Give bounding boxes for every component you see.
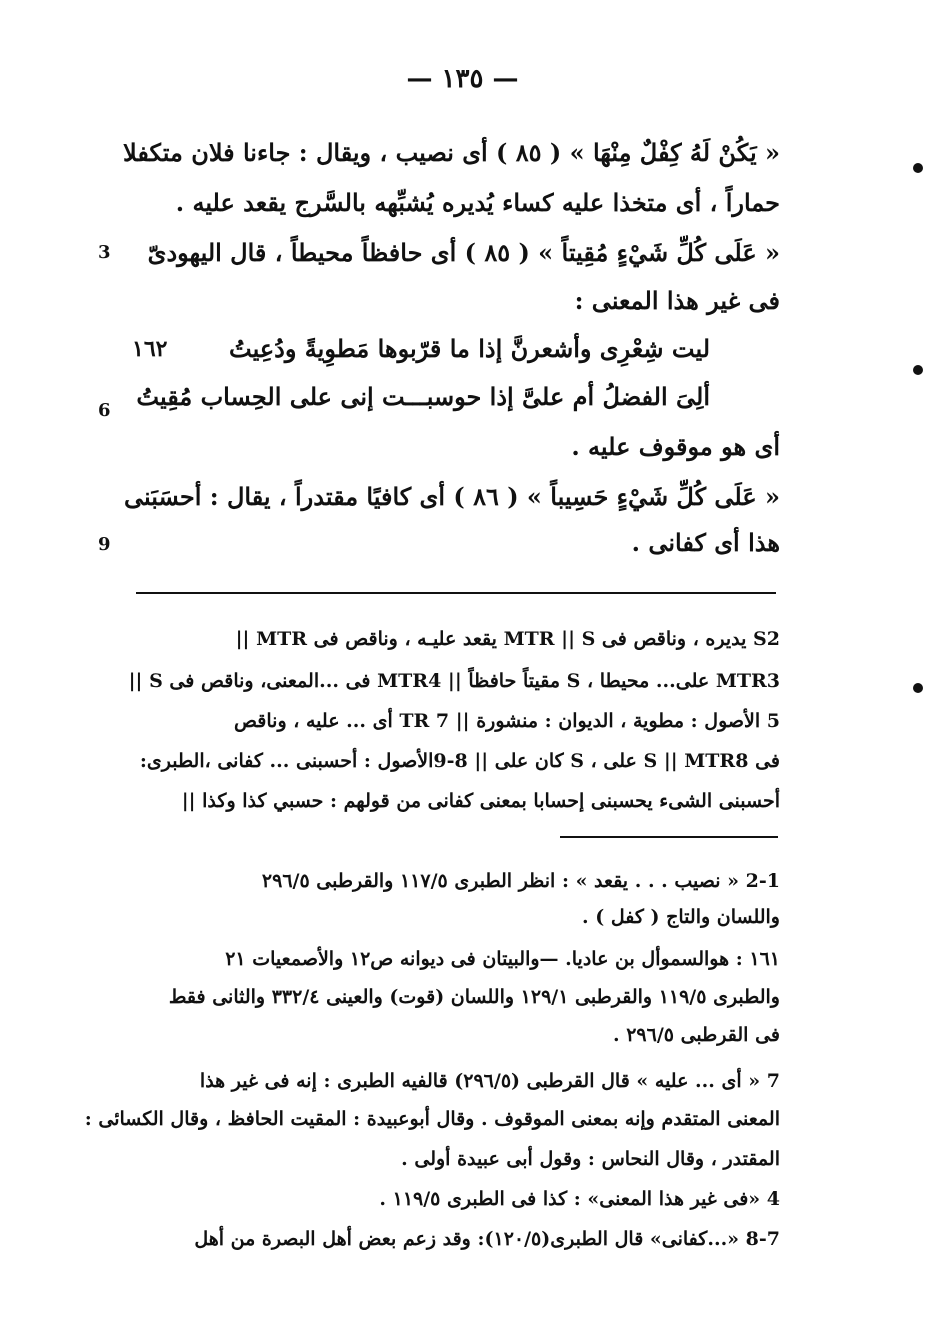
note-line: فى القرطبى ٢٩٦/٥ . (612, 1024, 780, 1046)
main-text-line: حماراً ، أى متخذا عليه كساء يُديره يُشبِّهه بالسَّرج يقعد عليه . (175, 188, 780, 217)
note-line: 4 «فى غير هذا المعنى» : كذا فى الطبرى ١١٩/٥ . (379, 1188, 780, 1210)
note-line: والطبرى ١١٩/٥ والقرطبى ١٢٩/١ واللسان (قوت) والعينى ٣٣٢/٤ والثانى فقط (168, 986, 780, 1008)
verse-line: ليت شِعْرِى وأشعرنَّ إذا ما قرّبوها مَطوِيةً ودُعِيتُ (229, 334, 710, 363)
notes-divider (560, 836, 778, 838)
apparatus-line: S2 يديره ، وناقص فى MTR || S يقعد عليـه ، وناقص فى MTR || (235, 628, 780, 650)
margin-dot (913, 683, 923, 693)
line-number: 6 (98, 400, 111, 421)
margin-dot (913, 163, 923, 173)
main-text-line: « عَلَى كُلِّ شَيْءٍ مُقِيتاً » ( ٨٥ ) أى حافظاً محيطاً ، قال اليهودىّ (147, 238, 780, 267)
main-text-line: فى غير هذا المعنى : (574, 286, 780, 315)
note-line: المقتدر ، وقال النحاس : وقول أبى عبيدة أولى . (401, 1148, 780, 1170)
apparatus-line: أحسبنى الشىء يحسبنى إحسابا بمعنى كفانى من قولهم : حسبي كذا وكذا || (181, 790, 780, 812)
main-text-line: هذا أى كفانى . (631, 528, 780, 557)
line-number: 9 (98, 534, 111, 555)
apparatus-line: 5 الأصول : مطوية ، الديوان : منشورة || TR 7 أى ... عليه ، وناقص (234, 710, 780, 732)
note-line: ١٦١ : هوالسموأل بن عاديا. —والبيتان فى ديوانه ص١٢ والأصمعيات ٢١ (225, 948, 780, 970)
section-divider (136, 592, 776, 594)
note-line: 2-1 « نصيب . . . يقعد » : انظر الطبرى ١١٧/٥ والقرطبى ٢٩٦/٥ (261, 870, 780, 892)
verse-line: ألِىَ الفضلُ أم علىَّ إذا حوسبـــت إنى على الحِساب مُقِيتُ (136, 382, 710, 411)
main-text-line: « عَلَى كُلِّ شَيْءٍ حَسِيباً » ( ٨٦ ) أى كافيًا مقتدراً ، يقال : أحسَبَنى (123, 482, 780, 511)
note-line: واللسان والتاج ( كفل ) . (582, 906, 780, 928)
note-line: المعنى المتقدم وإنه بمعنى الموقوف . وقال أبوعبيدة : المقيت الحافظ ، وقال الكسائى : (84, 1108, 780, 1130)
margin-dot (913, 365, 923, 375)
main-text-line: « يَكُنْ لَهُ كِفْلٌ مِنْهَا » ( ٨٥ ) أى نصيب ، ويقال : جاءنا فلان متكفلا (123, 138, 780, 167)
note-line: 8-7 «...كفانى» قال الطبرى(١٢٠/٥): وقد زعم بعض أهل البصرة من أهل (194, 1228, 780, 1250)
apparatus-line: فى S || MTR8 على ، S كان على || 8-9الأصول : أحسبنى ... كفانى ،الطبرى: (139, 750, 780, 772)
main-text-line: أى هو موقوف عليه . (571, 432, 780, 461)
note-line: 7 « أى ... عليه » قال القرطبى (٢٩٦/٥) قالفيه الطبرى : إنه فى غير هذا (199, 1070, 780, 1092)
apparatus-line: MTR3 على... محيطا ، S مقيتاً حافظاً || MTR4 فى ...المعنى، وناقص فى S || (128, 670, 780, 692)
verse-number: ١٦٢ (132, 336, 168, 362)
page-number: — ١٣٥ — (406, 64, 519, 94)
line-number: 3 (98, 242, 111, 263)
